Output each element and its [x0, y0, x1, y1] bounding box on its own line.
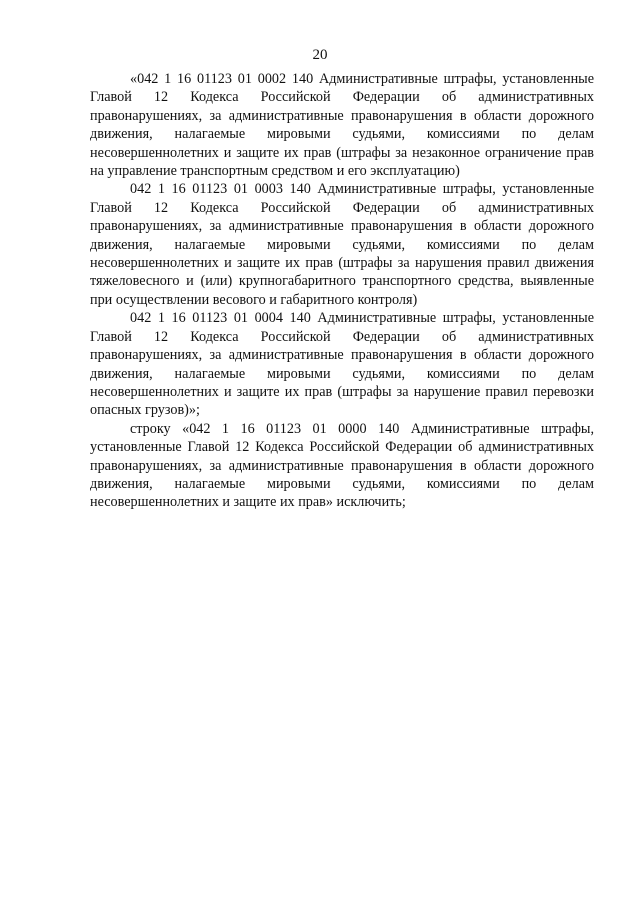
paragraph-code-0002: «042 1 16 01123 01 0002 140 Административные штрафы, установленные Главой 12 Кодекса Российской Федерации об административных правонарушениях, за административные правонарушения в области дорожного движения, налагаемые мировыми судьями, комиссиями по делам несовершеннолетних и защите их прав (штрафы за незаконное ограничение прав на управление транспортным средством и его эксплуатацию): [90, 71, 594, 180]
paragraph-code-0000-exclusion: строку «042 1 16 01123 01 0000 140 Административные штрафы, установленные Главой 12 Кодекса Российской Федерации об административных правонарушениях, за административные правонарушения в области дорожного движения, налагаемые мировыми судьями, комиссиями по делам несовершеннолетних и защите их прав» исключить;: [90, 420, 594, 511]
paragraph-code-0003: 042 1 16 01123 01 0003 140 Административные штрафы, установленные Главой 12 Кодекса Российской Федерации об административных правонарушениях, за административные правонарушения в области дорожного движения, налагаемые мировыми судьями, комиссиями по делам несовершеннолетних и защите их прав (штрафы за нарушения правил движения тяжеловесного и (или) крупногабаритного транспортного средства, выявленные при осуществлении весового и габаритного контроля): [90, 181, 594, 308]
document-body: [90, 70, 594, 512]
paragraph-code-0004: 042 1 16 01123 01 0004 140 Административные штрафы, установленные Главой 12 Кодекса Российской Федерации об административных правонарушениях, за административные правонарушения в области дорожного движения, налагаемые мировыми судьями, комиссиями по делам несовершеннолетних и защите их прав (штрафы за нарушение правил перевозки опасных грузов)»;: [90, 310, 594, 419]
page-number: 20: [312, 47, 328, 63]
